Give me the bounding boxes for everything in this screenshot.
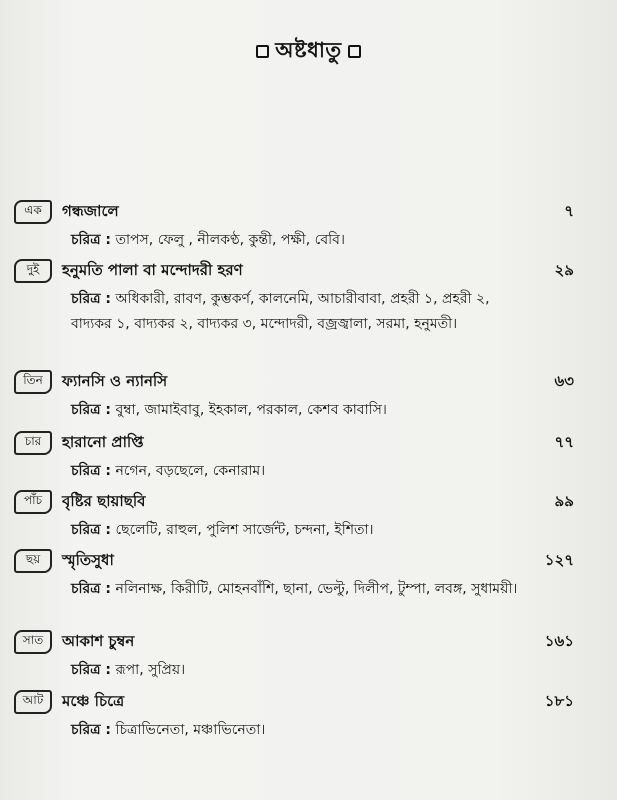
characters-label: চরিত্র :: [71, 722, 112, 738]
entry-title: হারানো প্রাপ্তি: [62, 432, 144, 451]
entry-page-number: ১৮১: [544, 691, 574, 710]
entry-number-badge: আট: [14, 690, 52, 714]
toc-entry: [14, 257, 574, 337]
entry-title: ফ্যানসি ও ন্যানসি: [62, 371, 168, 390]
entry-characters: [71, 398, 521, 423]
entry-page-number: ১২৭: [544, 550, 574, 569]
entry-characters: [71, 718, 521, 743]
entry-number-badge: ছয়: [14, 549, 52, 573]
characters-label: চরিত্র :: [71, 232, 112, 248]
entry-characters: [71, 658, 521, 683]
characters-label: চরিত্র :: [71, 581, 112, 597]
entry-title: মঞ্চে চিত্রে: [62, 691, 125, 710]
entry-title: গন্ধজালে: [62, 201, 119, 220]
characters-list: নগেন, বড়ছেলে, কেনারাম।: [115, 463, 266, 479]
characters-label: চরিত্র :: [71, 522, 112, 538]
toc-entry: [14, 547, 574, 602]
entry-number-badge: দুই: [14, 259, 52, 283]
entry-title: আকাশ চুম্বন: [62, 631, 135, 650]
toc-entry: [14, 198, 574, 253]
entry-page-number: ২৯: [554, 260, 574, 279]
entry-characters: [71, 287, 521, 337]
entry-page-number: ৭৭: [554, 432, 574, 451]
entry-number-badge: এক: [14, 200, 52, 224]
toc-entry: [14, 688, 574, 743]
characters-list: অধিকারী, রাবণ, কুম্ভকর্ণ, কালনেমি, আচারীবাবা, প্রহরী ১, প্রহরী ২, বাদ্যকর ১, বাদ্যকর ২, বাদ্যকর ৩, মন্দোদরী, বজ্রজ্বালা, সরমা, হনুমতী।: [71, 291, 490, 332]
characters-label: চরিত্র :: [71, 402, 112, 418]
characters-label: চরিত্র :: [71, 291, 112, 307]
characters-label: চরিত্র :: [71, 662, 112, 678]
square-ornament-icon: [256, 45, 269, 58]
entry-title: হনুমতি পালা বা মন্দোদরী হরণ: [62, 260, 243, 279]
entry-number-badge: সাত: [14, 630, 52, 654]
entry-characters: [71, 518, 521, 543]
entry-characters: [71, 459, 521, 484]
entry-title: স্মৃতিসুধা: [62, 550, 114, 569]
entry-characters: [71, 577, 521, 602]
toc-entry: [14, 488, 574, 543]
toc-entry: [14, 368, 574, 423]
entry-title: বৃষ্টির ছায়াছবি: [62, 491, 146, 510]
characters-list: নলিনাক্ষ, কিরীটি, মোহনবাঁশি, ছানা, ভেল্টু, দিলীপ, টুম্পা, লবঙ্গ, সুধাময়ী।: [115, 581, 518, 597]
entry-page-number: ৭: [564, 201, 574, 220]
toc-entry: [14, 628, 574, 683]
characters-list: চিত্রাভিনেতা, মঞ্চাভিনেতা।: [115, 722, 266, 738]
entry-number-badge: তিন: [14, 370, 52, 394]
characters-list: বুম্বা, জামাইবাবু, ইহকাল, পরকাল, কেশব কাবাসি।: [115, 402, 387, 418]
characters-label: চরিত্র :: [71, 463, 112, 479]
page-title-wrap: [0, 34, 617, 69]
entry-number-badge: পাঁচ: [14, 490, 52, 514]
entry-number-badge: চার: [14, 431, 52, 455]
square-ornament-icon: [348, 45, 361, 58]
entry-page-number: ৬৩: [554, 371, 574, 390]
characters-list: রূপা, সুপ্রিয়।: [115, 662, 186, 678]
characters-list: তাপস, ফেলু , নীলকণ্ঠ, কুন্তী, পক্ষী, বেবি।: [115, 232, 345, 248]
entry-characters: [71, 228, 521, 253]
toc-entry: [14, 429, 574, 484]
characters-list: ছেলেটি, রাহুল, পুলিশ সার্জেন্ট, চন্দনা, ইশিতা।: [115, 522, 374, 538]
entry-page-number: ১৬১: [544, 631, 574, 650]
entry-page-number: ৯৯: [554, 491, 574, 510]
page-title: অষ্টধাতু: [275, 38, 342, 62]
